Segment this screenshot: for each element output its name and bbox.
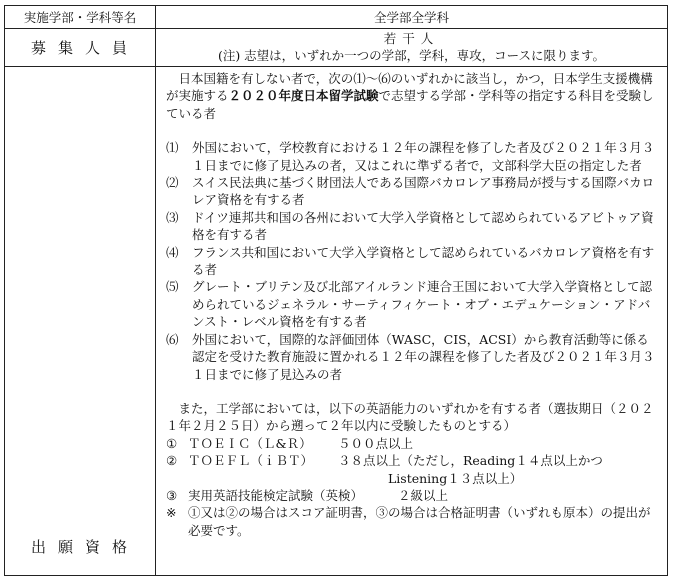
english-list (166, 435, 659, 505)
eligibility-item (166, 331, 659, 383)
item-number: ⑷ (166, 244, 179, 260)
english-requirement (166, 487, 659, 504)
item-number: ⑵ (166, 175, 179, 191)
recruit-row (5, 29, 668, 67)
test-score-continued: Listening１３点以上） (388, 470, 523, 486)
eligibility-list (166, 139, 659, 383)
test-score: ３８点以上（ただし，Reading１４点以上かつ (338, 453, 603, 469)
item-text: 外国において，学校教育における１２年の課程を修了した者及び２０２１年３月３１日までに修了見込みの者，又はこれに準ずる者で，文部科学大臣の指定した者 (192, 140, 655, 173)
requirement-mark: ③ (166, 487, 178, 503)
item-text: スイス民法典に基づく財団法人である国際バカロレア事務局が授与する国際バカロレア資格を有する者 (192, 175, 655, 208)
certificate-note (166, 504, 659, 539)
test-name: ＴＯＥＦＬ（ｉＢＴ） (188, 453, 314, 469)
eligibility-item (166, 174, 659, 209)
department-value: 全学部全学科 (156, 6, 668, 29)
english-requirement (166, 435, 659, 452)
requirement-mark: ① (166, 435, 178, 451)
item-number: ⑹ (166, 331, 179, 347)
item-text: ドイツ連邦共和国の各州において大学入学資格として認められているアビトゥア資格を有する者 (192, 209, 654, 243)
engineering-text: また，工学部においては，以下の英語能力のいずれかを有する者（選抜期日（２０２１年２月２５日）から遡って２年以内に受験したものとする） (166, 400, 654, 434)
item-number: ⑴ (166, 140, 179, 156)
test-name: 実用英語技能検定試験（英検） (188, 487, 364, 503)
note-text: ①又は②の場合はスコア証明書，③の場合は合格証明書（いずれも原本）の提出が必要です。 (188, 505, 651, 538)
item-text: フランス共和国において大学入学資格として認められているバカロレア資格を有する者 (192, 244, 655, 278)
test-name: ＴＯＥＩＣ（Ｌ&Ｒ） (188, 435, 312, 451)
eligibility-row (5, 67, 668, 576)
item-text: グレート・ブリテン及び北部アイルランド連合王国において大学入学資格として認められているジェネラル・サーティフィケート・オブ・エデュケーション・アドバンスト・レベル資格を有する者 (192, 279, 653, 330)
eligibility-item (166, 139, 659, 174)
test-score: ２級以上 (398, 487, 449, 503)
recruit-count: 若干人 (383, 31, 440, 46)
eligibility-item (166, 209, 659, 244)
item-text: 外国において，国際的な評価団体（WASC，CIS，ACSI）から教育活動等に係る認定を受けた教育施設に置かれる１２年の課程を修了した者及び２０２１年３月３１日までに修了見込みの者 (192, 331, 655, 382)
recruit-note: (注) 志望は，いずれか一つの学部，学科，専攻，コースに限ります。 (217, 48, 606, 63)
exam-name: ２０２０年度日本留学試験 (228, 88, 379, 104)
department-label: 実施学部・学科等名 (5, 6, 156, 29)
eligibility-label: 出願資格 (5, 67, 156, 576)
requirement-mark: ② (166, 453, 178, 469)
item-number: ⑶ (166, 209, 179, 225)
eligibility-item (166, 244, 659, 279)
admissions-table (4, 5, 668, 576)
header-row (5, 6, 668, 29)
eligibility-item (166, 278, 659, 330)
lead-text-end: で志望する学部・学科等の指定する科目を受験している者 (166, 88, 654, 121)
recruit-label: 募集人員 (5, 29, 156, 67)
recruit-value (156, 29, 668, 67)
note-mark: ※ (166, 505, 177, 521)
eligibility-lead (166, 70, 659, 122)
lead-text: 日本国籍を有しない者で，次の⑴～⑹のいずれかに該当し，かつ，日本学生支援機構が実施する (166, 71, 653, 104)
eligibility-content (156, 67, 668, 576)
test-score: ５００点以上 (338, 435, 414, 451)
item-number: ⑸ (166, 279, 179, 295)
english-requirement (166, 452, 659, 469)
